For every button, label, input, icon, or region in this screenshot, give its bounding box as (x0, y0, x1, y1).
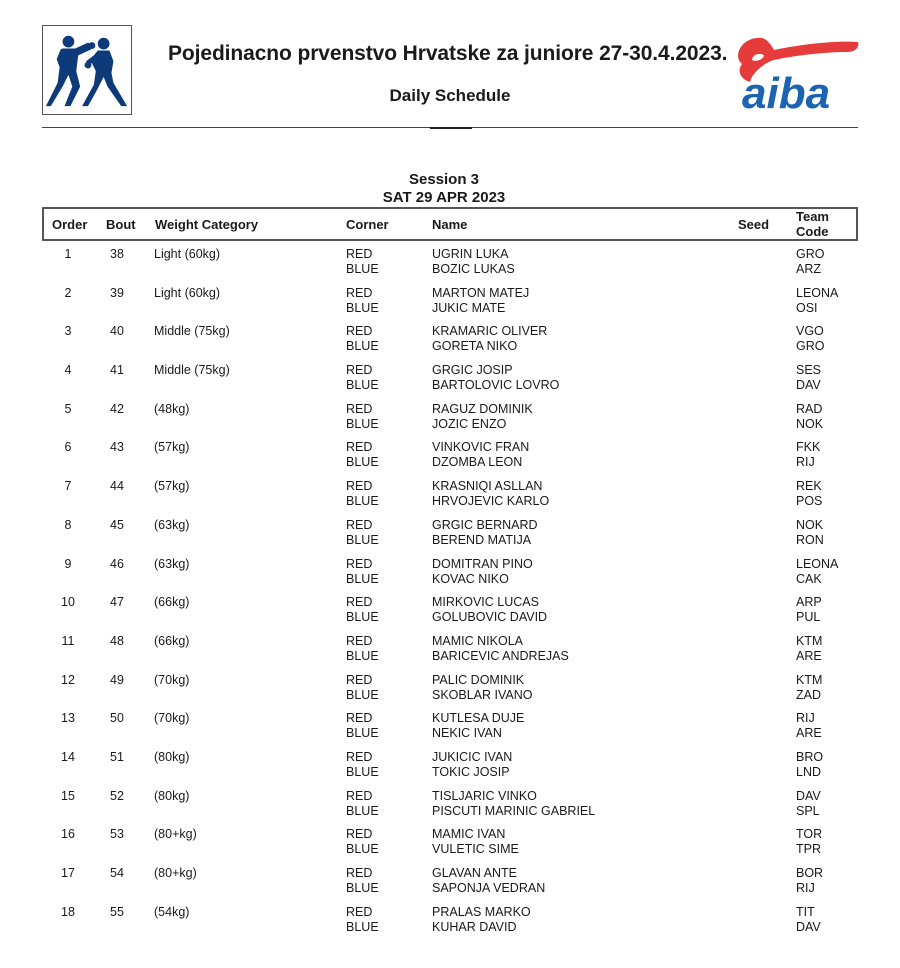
red-corner-cell: RED (346, 711, 373, 726)
bout-cell: 41 (110, 363, 124, 378)
table-header (42, 207, 858, 241)
header-order: Order (52, 217, 88, 232)
red-boxer-name: JUKICIC IVAN (432, 749, 513, 764)
blue-corner-cell: BLUE (346, 378, 379, 393)
red-boxer-name: RAGUZ DOMINIK (432, 401, 533, 416)
red-team-code: NOK (796, 517, 824, 532)
blue-team-code: LND (796, 764, 822, 779)
order-cell: 5 (64, 401, 72, 416)
svg-text:aiba: aiba (742, 69, 831, 116)
red-team-code: ARP (796, 595, 822, 610)
blue-team-code: ARE (796, 648, 822, 663)
red-boxer-name: GLAVAN ANTE (432, 866, 517, 880)
header-team-line1: Team (796, 209, 829, 224)
blue-corner-cell: BLUE (346, 571, 379, 586)
session-date: SAT 29 APR 2023 (382, 189, 506, 206)
red-boxer-name: PALIC DOMINIK (432, 672, 525, 687)
blue-boxer-name: BOZIC LUKAS (432, 262, 515, 276)
red-team-code: RAD (796, 401, 823, 416)
blue-boxer-name: DZOMBA LEON (432, 455, 523, 470)
weight-category-cell: (57kg) (154, 440, 190, 455)
red-team-code: SES (796, 363, 822, 378)
blue-corner-cell: BLUE (346, 494, 379, 509)
blue-team-code: ZAD (796, 687, 821, 702)
blue-team-code: SPL (796, 803, 820, 818)
blue-boxer-name: PISCUTI MARINIC GABRIEL (432, 803, 596, 818)
red-team-code: LEONA (796, 285, 839, 300)
bout-row (42, 247, 858, 286)
red-corner-cell: RED (346, 827, 373, 842)
blue-boxer-name: BEREND MATIJA (432, 532, 532, 547)
order-cell: 17 (61, 866, 75, 880)
order-cell: 12 (61, 672, 75, 687)
red-boxer-name: MARTON MATEJ (432, 285, 530, 300)
weight-category-cell: (80+kg) (154, 827, 197, 842)
order-cell: 2 (64, 285, 72, 300)
weight-category-cell: Light (60kg) (154, 247, 221, 261)
red-corner-cell: RED (346, 401, 373, 416)
header-divider-mark (430, 127, 472, 129)
blue-boxer-name: JOZIC ENZO (432, 416, 507, 431)
blue-boxer-name: GORETA NIKO (432, 339, 518, 354)
blue-boxer-name: VULETIC SIME (432, 842, 519, 857)
bout-cell: 38 (110, 247, 124, 261)
bout-cell: 48 (110, 633, 124, 648)
bout-cell: 46 (110, 556, 124, 571)
blue-boxer-name: BARTOLOVIC LOVRO (432, 378, 560, 393)
bout-row (42, 905, 858, 944)
red-boxer-name: VINKOVIC FRAN (432, 440, 530, 455)
blue-corner-cell: BLUE (346, 687, 379, 702)
blue-boxer-name: NEKIC IVAN (432, 726, 502, 741)
blue-team-code: NOK (796, 416, 824, 431)
blue-corner-cell: BLUE (346, 610, 379, 625)
header-seed: Seed (738, 217, 770, 232)
red-boxer-name: MIRKOVIC LUCAS (432, 595, 539, 610)
order-cell: 8 (64, 517, 72, 532)
order-cell: 10 (61, 595, 75, 610)
weight-category-cell: (63kg) (154, 517, 190, 532)
bout-row (42, 479, 858, 518)
blue-team-code: GRO (796, 339, 825, 354)
blue-team-code: RIJ (796, 455, 815, 470)
red-corner-cell: RED (346, 247, 373, 261)
red-corner-cell: RED (346, 285, 373, 300)
header-corner: Corner (346, 217, 389, 232)
weight-category-cell: Middle (75kg) (154, 324, 230, 339)
red-team-code: KTM (796, 633, 823, 648)
weight-category-cell: (70kg) (154, 672, 190, 687)
blue-team-code: RIJ (796, 881, 815, 895)
red-corner-cell: RED (346, 479, 373, 494)
weight-category-cell: (48kg) (154, 401, 190, 416)
order-cell: 11 (61, 633, 75, 648)
blue-corner-cell: BLUE (346, 803, 379, 818)
bout-row (42, 827, 858, 866)
red-corner-cell: RED (346, 749, 373, 764)
red-team-code: TIT (796, 904, 815, 919)
blue-corner-cell: BLUE (346, 919, 379, 934)
red-boxer-name: MAMIC IVAN (432, 827, 506, 842)
red-team-code: DAV (796, 788, 821, 803)
red-corner-cell: RED (346, 672, 373, 687)
blue-corner-cell: BLUE (346, 842, 379, 857)
bout-row (42, 402, 858, 441)
bout-row (42, 324, 858, 363)
blue-corner-cell: BLUE (346, 416, 379, 431)
blue-corner-cell: BLUE (346, 262, 379, 276)
order-cell: 18 (61, 904, 75, 919)
header-name: Name (432, 217, 468, 232)
schedule-table-body (42, 247, 858, 943)
blue-team-code: RON (796, 532, 824, 547)
order-cell: 1 (64, 247, 72, 261)
session-title: Session 3 (408, 171, 480, 188)
document-subtitle: Daily Schedule (389, 86, 511, 105)
order-cell: 15 (61, 788, 75, 803)
red-boxer-name: KRAMARIC OLIVER (432, 324, 548, 339)
blue-team-code: DAV (796, 378, 821, 393)
blue-boxer-name: KUHAR DAVID (432, 919, 517, 934)
bout-row (42, 750, 858, 789)
blue-team-code: PUL (796, 610, 821, 625)
order-cell: 6 (64, 440, 72, 455)
bout-row (42, 440, 858, 479)
red-corner-cell: RED (346, 363, 373, 378)
blue-boxer-name: KOVAC NIKO (432, 571, 509, 586)
bout-cell: 47 (110, 595, 124, 610)
bout-cell: 39 (110, 285, 124, 300)
red-team-code: KTM (796, 672, 823, 687)
bout-row (42, 711, 858, 750)
red-team-code: GRO (796, 247, 825, 261)
red-boxer-name: KUTLESA DUJE (432, 711, 525, 726)
blue-corner-cell: BLUE (346, 300, 379, 315)
red-boxer-name: PRALAS MARKO (432, 904, 531, 919)
red-corner-cell: RED (346, 788, 373, 803)
bout-cell: 44 (110, 479, 124, 494)
bout-cell: 42 (110, 401, 124, 416)
order-cell: 7 (64, 479, 72, 494)
bout-cell: 40 (110, 324, 124, 339)
red-corner-cell: RED (346, 556, 373, 571)
bout-row (42, 557, 858, 596)
blue-corner-cell: BLUE (346, 339, 379, 354)
bout-row (42, 673, 858, 712)
blue-boxer-name: TOKIC JOSIP (432, 764, 510, 779)
bout-cell: 54 (110, 866, 124, 880)
header-bout: Bout (106, 217, 136, 232)
blue-corner-cell: BLUE (346, 764, 379, 779)
bout-cell: 51 (110, 749, 124, 764)
blue-team-code: OSI (796, 300, 818, 315)
header-weight-category: Weight Category (155, 217, 259, 232)
weight-category-cell: (54kg) (154, 904, 190, 919)
red-corner-cell: RED (346, 440, 373, 455)
red-team-code: VGO (796, 324, 824, 339)
red-team-code: TOR (796, 827, 823, 842)
document-title: Pojedinacno prvenstvo Hrvatske za juniore 27-30.4.2023. (168, 42, 728, 65)
red-boxer-name: UGRIN LUKA (432, 247, 509, 261)
blue-corner-cell: BLUE (346, 648, 379, 663)
bout-row (42, 286, 858, 325)
bout-row (42, 789, 858, 828)
session-heading (0, 171, 888, 207)
blue-boxer-name: BARICEVIC ANDREJAS (432, 648, 569, 663)
red-boxer-name: DOMITRAN PINO (432, 556, 533, 571)
order-cell: 16 (61, 827, 75, 842)
red-boxer-name: KRASNIQI ASLLAN (432, 479, 543, 494)
blue-boxer-name: JUKIC MATE (432, 300, 506, 315)
bout-cell: 53 (110, 827, 124, 842)
order-cell: 3 (64, 324, 72, 339)
weight-category-cell: (80+kg) (154, 866, 197, 880)
bout-cell: 49 (110, 672, 124, 687)
red-boxer-name: GRGIC JOSIP (432, 363, 513, 378)
bout-row (42, 866, 858, 905)
blue-corner-cell: BLUE (346, 726, 379, 741)
bout-row (42, 363, 858, 402)
red-team-code: BOR (796, 866, 824, 880)
blue-team-code: ARZ (796, 262, 821, 276)
order-cell: 14 (61, 749, 75, 764)
red-boxer-name: TISLJARIC VINKO (432, 788, 537, 803)
weight-category-cell: (80kg) (154, 749, 190, 764)
red-team-code: RIJ (796, 711, 815, 726)
blue-boxer-name: SKOBLAR IVANO (432, 687, 533, 702)
bout-cell: 45 (110, 517, 124, 532)
red-team-code: REK (796, 479, 822, 494)
blue-boxer-name: GOLUBOVIC DAVID (432, 610, 548, 625)
blue-team-code: POS (796, 494, 823, 509)
header-team-code (796, 209, 846, 239)
weight-category-cell: (80kg) (154, 788, 190, 803)
blue-corner-cell: BLUE (346, 881, 379, 895)
weight-category-cell: Light (60kg) (154, 285, 221, 300)
blue-team-code: DAV (796, 919, 821, 934)
red-corner-cell: RED (346, 595, 373, 610)
red-corner-cell: RED (346, 324, 373, 339)
blue-corner-cell: BLUE (346, 532, 379, 547)
red-corner-cell: RED (346, 866, 373, 880)
weight-category-cell: (63kg) (154, 556, 190, 571)
bout-cell: 50 (110, 711, 124, 726)
weight-category-cell: (66kg) (154, 633, 190, 648)
bout-cell: 52 (110, 788, 124, 803)
weight-category-cell: (57kg) (154, 479, 190, 494)
blue-team-code: CAK (796, 571, 822, 586)
order-cell: 4 (64, 363, 72, 378)
header-team-line2: Code (796, 224, 829, 239)
red-corner-cell: RED (346, 904, 373, 919)
order-cell: 9 (64, 556, 72, 571)
blue-team-code: TPR (796, 842, 821, 857)
red-corner-cell: RED (346, 517, 373, 532)
bout-cell: 43 (110, 440, 124, 455)
blue-team-code: ARE (796, 726, 822, 741)
red-team-code: BRO (796, 749, 824, 764)
red-team-code: FKK (796, 440, 821, 455)
aiba-icon (722, 26, 862, 116)
weight-category-cell: (66kg) (154, 595, 190, 610)
order-cell: 13 (61, 711, 75, 726)
bout-row (42, 595, 858, 634)
blue-corner-cell: BLUE (346, 455, 379, 470)
aiba-logo (722, 26, 862, 116)
bout-cell: 55 (110, 904, 124, 919)
bout-row (42, 518, 858, 557)
red-team-code: LEONA (796, 556, 839, 571)
weight-category-cell: Middle (75kg) (154, 363, 230, 378)
red-corner-cell: RED (346, 633, 373, 648)
weight-category-cell: (70kg) (154, 711, 190, 726)
bout-row (42, 634, 858, 673)
red-boxer-name: MAMIC NIKOLA (432, 633, 523, 648)
red-boxer-name: GRGIC BERNARD (432, 517, 538, 532)
blue-boxer-name: SAPONJA VEDRAN (432, 881, 546, 895)
blue-boxer-name: HRVOJEVIC KARLO (432, 494, 550, 509)
